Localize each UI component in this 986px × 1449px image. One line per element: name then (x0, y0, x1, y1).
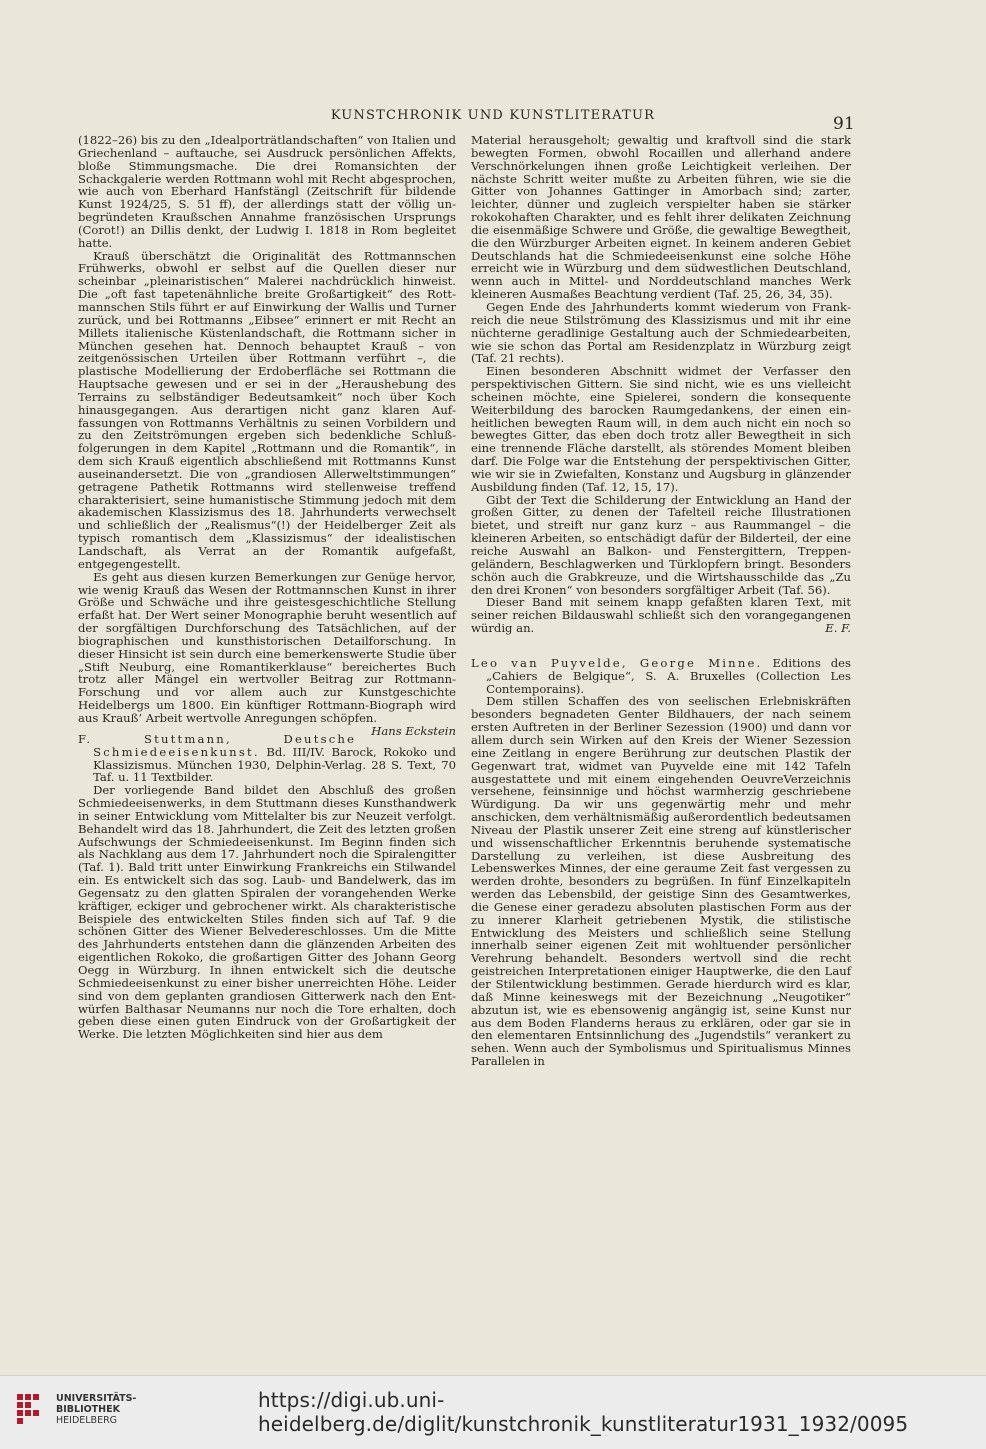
library-name-line: UNIVERSITÄTS- (56, 1393, 137, 1404)
paragraph: Gibt der Text die Schilderung der Entwicklung an Hand der großen Gitter, zu denen der Tafelteil reiche Illustrationen bietet, und streift nur ganz kurz – aus Raummangel – die kleineren Arbeiten, so entschädigt dafür der Bilderteil, der eine reiche Auswahl an Balkon- und Fenstergittern, Treppengeländern, Beschlagwerken und Türklopfern bringt. Besonders schön auch die Grabkreuze, und die Wirtshausschilde das „Zu den drei Kronen“ von besonders sorgfältiger Arbeit (Taf. 56). (471, 492, 851, 597)
paragraph (471, 596, 851, 635)
review-author-title: F. Stuttmann, Deutsche Schmiedeeisenkunst. (78, 731, 357, 759)
footer-bar (0, 1375, 986, 1449)
paragraph: (1822–26) bis zu den „Idealporträtlandschaften“ von Italien und Griechenland – auftauche, sei Ausdruck persönlichen Affekts, bloße Stimmungsmache. Die drei Romansichten der Schackgalerie werden Rottmann wohl mit Recht abgesprochen, wie auch von Eberhard Hanfstängl (Zeitschrift für bildende Kunst 1924/25, S. 51 ff), der allerdings statt der völlig unbegründeten Kraußschen Annahme französischen Ursprungs (Corot!) an Dillis denkt, der Ludwig I. 1818 in Rom begleitet hatte. (78, 133, 456, 250)
paragraph (78, 569, 456, 738)
review-heading (78, 733, 456, 784)
permalink-url[interactable]: https://digi.ub.uni-heidelberg.de/diglit/kunstchronik_kunstliteratur1931_1932/0095 (258, 1388, 909, 1436)
author-signature: Hans Eckstein (371, 723, 456, 738)
paragraph: Der vorliegende Band bildet den Abschluß des großen Schmiedeeisenwerks, in dem Stuttmann dieses Kunsthandwerk in seiner Entwicklung vom Mittelalter bis zur Neuzeit verfolgt. Behandelt wird das 18. Jahrhundert, die Zeit des letzten großen Aufschwungs der Schmiedeeisenkunst. Im Beginn finden sich als Nachklang aus dem 17. Jahrhundert noch die Spiralengitter (Taf. 1). Bald tritt unter Einwirkung Frankreichs ein Stilwandel ein. Es entwickelt sich das sog. Laub- und Bandelwerk, das im Gegensatz zu den glatten Spiralen der vorangehenden Werke kräftiger, eckiger und gebrochener wirkt. Als charakteristische Beispiele des entwickelten Stiles finden sich auf Taf. 9 die schönen Gitter des Wiener Belvedereschlosses. Um die Mitte des Jahrhunderts entstehen dann die glänzenden Arbeiten des eigentlichen Rokoko, die großartigen Gitter des Johann Georg Oegg in Würzburg. In ihnen entwickelt sich die deutsche Schmiedeeisenkunst zu einer bisher unerreichten Höhe. Leider sind von dem geplanten grandiosen Gitterwerk nach den Entwürfen Balthasar Neumanns nur noch die Tore erhalten, doch geben diese einen guten Eindruck von der Großartigkeit der Werke. Die letzten Möglichkeiten sind hier aus dem (78, 783, 456, 1042)
paragraph: Krauß überschätzt die Originalität des Rottmannschen Frühwerks, obwohl er selbst auf die Quellen dieser nur scheinbar „pleinaristischen“ Malerei nachdrücklich hinweist. Die „oft fast tapetenähnliche breite Großartigkeit“ des Rottmannschen Stils führt er auf Einwirkung der Wallis und Turner zurück, und bei Rottmanns „Eibsee“ erinnert er mit Recht an Millets italienische Küstenlandschaft, die Rottmann sicher in München gesehen hat. Dennoch behauptet Krauß – von zeitgenössischen Urteilen über Rottmann verführt –, die plastische Modellierung der Erdoberfläche sei Rottmann die Hauptsache gewesen und er sei in der „Heraushebung des Terrains zu selbständiger Bedeutsamkeit“ noch über Koch hinausgegangen. Aus derartigen nicht ganz klaren Auffassungen von Rottmanns Verhältnis zu seinen Vorbildern und zu den Zeitströmungen ergeben sich bedenkliche Schlußfolgerungen in dem Kapitel „Rottmann und die Romantik“, in dem sich Krauß eigentlich abschließend mit Rottmanns Kunst auseinandersetzt. Die von „grandiosen Allerweltstimmungen“ getragene Pathetik Rottmanns wird stellenweise treffend charakterisiert, seine humanistische Stimmung jedoch mit dem akademischen Klassizismus des 18. Jahrhunderts verwechselt und schließlich der „Realismus“(!) der Heidelberger Zeit als typisch romantisch dem „Klassizismus“ der idealistischen Landschaft, als Verrat an der Romantik aufgefaßt, entgegengestellt. (78, 248, 456, 571)
spacer (471, 635, 851, 657)
review-heading (471, 657, 851, 696)
library-name-line: BIBLIOTHEK (56, 1404, 120, 1415)
left-column (78, 134, 456, 1041)
paragraph-text: Dieser Band mit seinem knapp gefaßten klaren Text, mit seiner reichen Bildauswahl schließt sich den vorangegangenen würdig an. (471, 595, 851, 636)
paragraph: Material herausgeholt; gewaltig und kraftvoll sind die stark bewegten Formen, obwohl Rocaillen und allerhand andere Verschnörkelungen ihnen große Leichtigkeit verleihen. Der nächste Schritt weiter mußte zu Arbeiten führen, wie sie die Gitter von Johannes Gattinger in Amorbach sind; zarter, leichter, dünner und zugleich verspielter haben sie stärker rokokohaften Charakter, und es fehlt ihrer delikaten Zeichnung die eisenmäßige Schwere und Größe, die gewaltige Bewegtheit, die den Würzburger Arbeiten eignet. In keinem anderen Gebiet Deutschlands hat die Schmiedeeisenkunst eine solche Höhe erreicht wie in Würzburg und dem südwestlichen Deutschland, wenn auch in Mittel- und Norddeutschland manches Werk kleineren Ausmaßes Beachtung verdient (Taf. 25, 26, 34, 35). (471, 133, 851, 302)
review-bibliographic-details: Bd. III/IV. Barock, Rokoko und Klassizismus. München 1930, Delphin-Verlag. 28 S. Text, 70 Taf. u. 11 Textbilder. (93, 744, 457, 785)
paragraph: Einen besonderen Abschnitt widmet der Verfasser den perspektivischen Gittern. Sie sind nicht, wie es uns vielleicht scheinen möchte, eine Spielerei, sondern die konsequente Weiterbildung des barocken Raumgedankens, der einen einheitlichen bewegten Raum will, in dem auch nicht ein noch so bewegtes Gitter, das eben doch trotz aller Bewegtheit in sich eine trennende Fläche darstellt, als störendes Moment bleiben darf. Die Folge war die Entstehung der perspektivischen Gitter, wie wir sie in Zwiefalten, Konstanz und Augsburg in glänzender Ausbildung finden (Taf. 12, 15, 17). (471, 364, 851, 494)
right-column (471, 134, 851, 1068)
paragraph: Dem stillen Schaffen des von seelischen Erlebniskräften besonders begnadeten Genter Bildhauers, der nach seinem ersten Auftreten in der Berliner Sezession (1900) und dann vor allem durch sein Wirken auf den Kreis der Wiener Sezession eine Zeitlang in engere Berührung zur deutschen Plastik der Gegenwart trat, widmet van Puyvelde eine mit 142 Tafeln ausgestattete und mit einem eingehenden OeuvreVerzeichnis versehene, feinsinnige und höchst warmherzig geschriebene Würdigung. Da wir uns gegenwärtig mehr und mehr anschicken, dem verhältnismäßig außerordentlich bedeutsamen Niveau der Plastik unserer Zeit eine streng auf künstlerischer und wissenschaftlicher Erkenntnis beruhende systematische Darstellung zu verleihen, ist diese Ausbreitung des Lebenswerkes Minnes, der eine geraume Zeit fast vergessen zu werden drohte, besonders zu begrüßen. In fünf Einzelkapiteln werden das Lebensbild, der geistige Sinn des Gesamtwerkes, die Genese einer geradezu absoluten plastischen Form aus der zu innerer Klarheit getriebenen Mystik, die stilistische Entwicklung des Meisters und schließlich seine Stellung innerhalb seiner eigenen Zeit mit wohltuender persönlicher Verehrung behandelt. Besonders wertvoll sind die recht geistreichen Interpretationen einiger Hauptwerke, die den Lauf der Stilentwicklung bestimmen. Gerade hierdurch wird es klar, daß Minne keineswegs mit der Bezeichnung „Neugotiker“ abzutun ist, wie es ebensowenig angängig ist, seine Kunst nur aus dem Boden Flanderns heraus zu erklären, oder gar sie in den elementaren Entsinnlichung des „Jugendstils“ verankert zu sehen. Wenn auch der Symbolismus und Spiritualismus Minnes Parallelen in (471, 694, 851, 1069)
review-bibliographic-details: Editions des „Cahiers de Belgique“, S. A. Bruxelles (Collection Les Contemporains). (486, 655, 851, 696)
page-number: 91 (833, 114, 855, 134)
author-signature: E. F. (825, 621, 851, 636)
running-head: KUNSTCHRONIK UND KUNSTLITERATUR (330, 108, 656, 123)
university-library-logo-icon (14, 1390, 48, 1432)
review-author-title: Leo van Puyvelde, George Minne. (471, 655, 763, 670)
paragraph: Gegen Ende des Jahrhunderts kommt wiederum von Frankreich die neue Stilströmung des Klassizismus und mit ihr eine nüchterne geradlinige Gestaltung auch der Schmiedearbeiten, wie sie schon das Portal am Residenzplatz in Würzburg zeigt (Taf. 21 rechts). (471, 299, 851, 366)
library-name-line: HEIDELBERG (56, 1415, 118, 1426)
paragraph-text: Es geht aus diesen kurzen Bemerkungen zur Genüge hervor, wie wenig Krauß das Wesen der Rottmannschen Kunst in ihrer Größe und Schwäche und ihre geistesgeschichtliche Stellung erfaßt hat. Der Wert seiner Monographie beruht wesentlich auf der sorgfältigen Durchforschung des Tatsächlichen, auf der biographischen und kunsthistorischen Detailforschung. In dieser Hinsicht ist sein durch eine bemerkenswerte Studie über „Stift Neuburg, eine Romantikerklause“ bereichertes Buch trotz aller Mängel ein wertvoller Beitrag zur Rottmann-Forschung und vor allem auch zur Kunstgeschichte Heidelbergs um 1800. Ein künftiger Rottmann-Biograph wird aus Krauß’ Arbeit wertvolle Anregungen schöpfen. (78, 569, 456, 725)
library-name (56, 1393, 136, 1426)
